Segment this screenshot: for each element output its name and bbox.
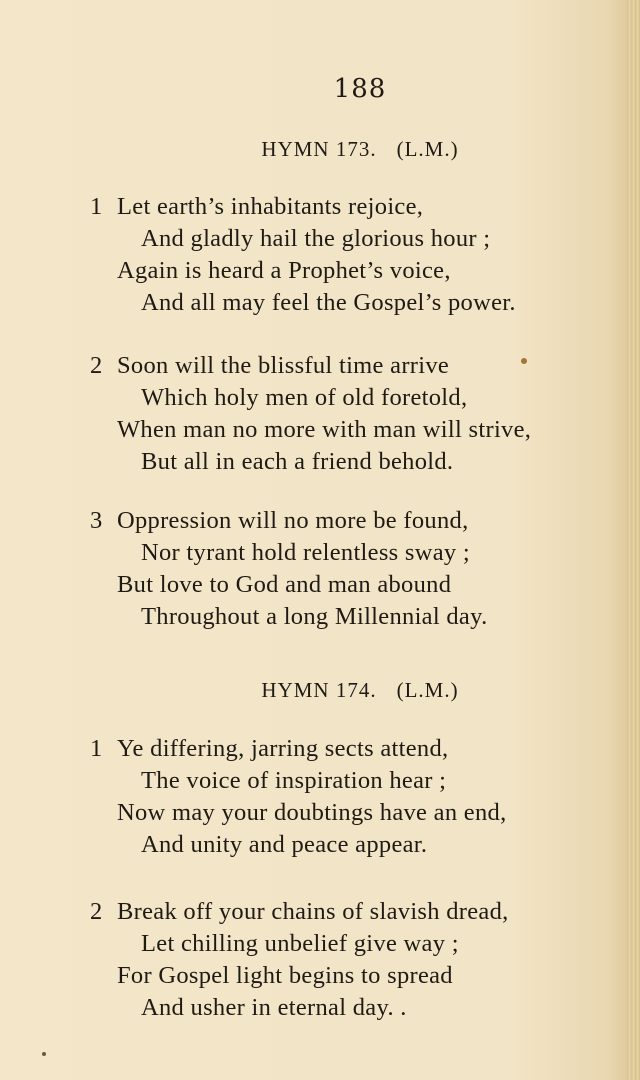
- verse-line: And gladly hail the glorious hour ;: [141, 225, 491, 252]
- verse-line: The voice of inspiration hear ;: [141, 767, 447, 794]
- ink-spot: [521, 358, 527, 364]
- verse-line: Again is heard a Prophet’s voice,: [117, 257, 451, 284]
- verse-line: Break off your chains of slavish dread,: [117, 898, 509, 925]
- hymn-title: [0, 137, 640, 162]
- verse-line: But love to God and man abound: [117, 571, 452, 598]
- verse-number: 3: [90, 507, 103, 534]
- hymn-number: HYMN 174.: [261, 678, 377, 702]
- verse-number: 2: [90, 352, 103, 379]
- verse-line: Nor tyrant hold relentless sway ;: [141, 539, 471, 566]
- page-number: 188: [333, 74, 387, 104]
- verse-line: But all in each a friend behold.: [141, 448, 454, 475]
- verse-line: Which holy men of old foretold,: [141, 384, 468, 411]
- verse-line: And all may feel the Gospel’s power.: [141, 289, 516, 316]
- ink-speck: [42, 1052, 46, 1056]
- verse-line: Let earth’s inhabitants rejoice,: [117, 193, 424, 220]
- verse-line: Soon will the blissful time arrive: [117, 352, 450, 379]
- verse-line: Throughout a long Millennial day.: [141, 603, 488, 630]
- hymn-number: HYMN 173.: [261, 137, 377, 161]
- hymn-meter: (L.M.): [396, 678, 459, 702]
- verse-line: When man no more with man will strive,: [117, 416, 532, 443]
- verse-number: 2: [90, 898, 103, 925]
- verse-line: For Gospel light begins to spread: [117, 962, 453, 989]
- verse-line: Ye differing, jarring sects attend,: [117, 735, 449, 762]
- verse-number: 1: [90, 193, 103, 220]
- verse-line: And usher in eternal day. .: [141, 994, 407, 1021]
- verse-line: Oppression will no more be found,: [117, 507, 469, 534]
- hymn-title: [0, 678, 640, 703]
- verse-line: Now may your doubtings have an end,: [117, 799, 507, 826]
- hymn-meter: (L.M.): [396, 137, 459, 161]
- verse-line: Let chilling unbelief give way ;: [141, 930, 459, 957]
- verse-line: And unity and peace appear.: [141, 831, 428, 858]
- page-edge: [626, 0, 640, 1080]
- verse-number: 1: [90, 735, 103, 762]
